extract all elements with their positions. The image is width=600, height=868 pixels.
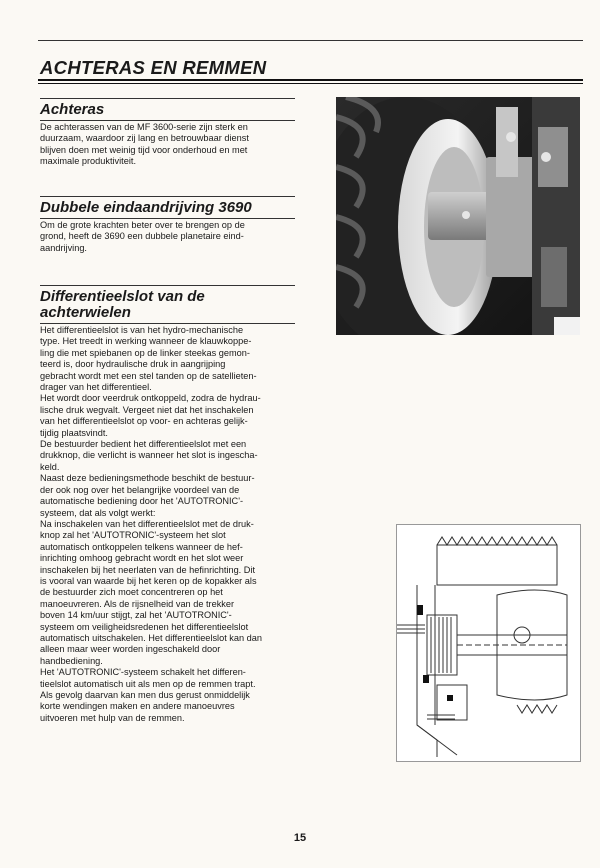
section-achteras [40, 98, 295, 168]
section-heading: Achteras [40, 98, 295, 121]
section-heading: Differentieelslot van de achterwielen [40, 285, 295, 324]
top-rule [38, 40, 583, 41]
section-body: Om de grote krachten beter over te brengen op de grond, heeft de 3690 een dubbele planetaire eind- aandrijving. [40, 220, 245, 253]
section-heading: Dubbele eindaandrijving 3690 [40, 196, 295, 219]
section-differentieelslot [40, 285, 295, 724]
rear-axle-photo [336, 97, 580, 335]
differential-lock-diagram [396, 524, 581, 762]
section-dubbele-eindaandrijving [40, 196, 295, 254]
page-number: 15 [293, 832, 307, 844]
title-rule-thin [38, 83, 583, 84]
title-rule [38, 79, 583, 81]
page-title: ACHTERAS EN REMMEN [40, 57, 267, 78]
section-body: De achterassen van de MF 3600-serie zijn sterk en duurzaam, waardoor zij lang en betrouwbaar dienst blijven doen met weinig tijd voor onderhoud en met maximale produktiviteit. [40, 122, 249, 167]
section-body: Het differentieelslot is van het hydro-mechanische type. Het treedt in werking wanneer de klauwkoppe- ling die met spiebanen op de linker steekas gemon- teerd is, door hydraulische druk in aangrijping gebracht wordt met een stel tanden op de satellieten- drager van het differentieel. Het wordt door veerdruk ontkoppeld, zodra de hydrau- lische druk wegvalt. Vergeet niet dat het inschakelen van het differentieelslot op voor- en achteras gelijk- tijdig plaatsvindt. De bestuurder bedient het differentieelslot met een drukknop, die verlicht is wanneer het slot is ingescha- keld. Naast deze bedieningsmethode beschikt de bestuur- der ook nog over het belangrijke voordeel van de automatische bediening door het 'AUTOTRONIC'- systeem, dat als volgt werkt: Na inschakelen van het differentieelslot met de druk- knop zal het 'AUTOTRONIC'-systeem het slot automatisch ontkoppelen telkens wanneer de hef- inrichting omhoog gebracht wordt en het slot weer inschakelen bij het neerlaten van de hefinrichting. Dit is vooral van waarde bij het keren op de kopakker als de bestuurder zich moet concentreren op het manoeuvreren. Als de rijsnelheid van de trekker boven 14 km/uur stijgt, zal het 'AUTOTRONIC'- systeem om veiligheidsredenen het differentieelslot automatisch uitschakelen. Het differentieelslot kan dan alleen maar weer worden ingeschakeld door handbediening. Het 'AUTOTRONIC'-systeem schakelt het differen- tieelslot automatisch uit als men op de remmen trapt. Als gevolg daarvan kan men dus gerust onmiddelijk korte wendingen maken en andere manoeuvres uitvoeren met hulp van de remmen. [40, 325, 262, 723]
